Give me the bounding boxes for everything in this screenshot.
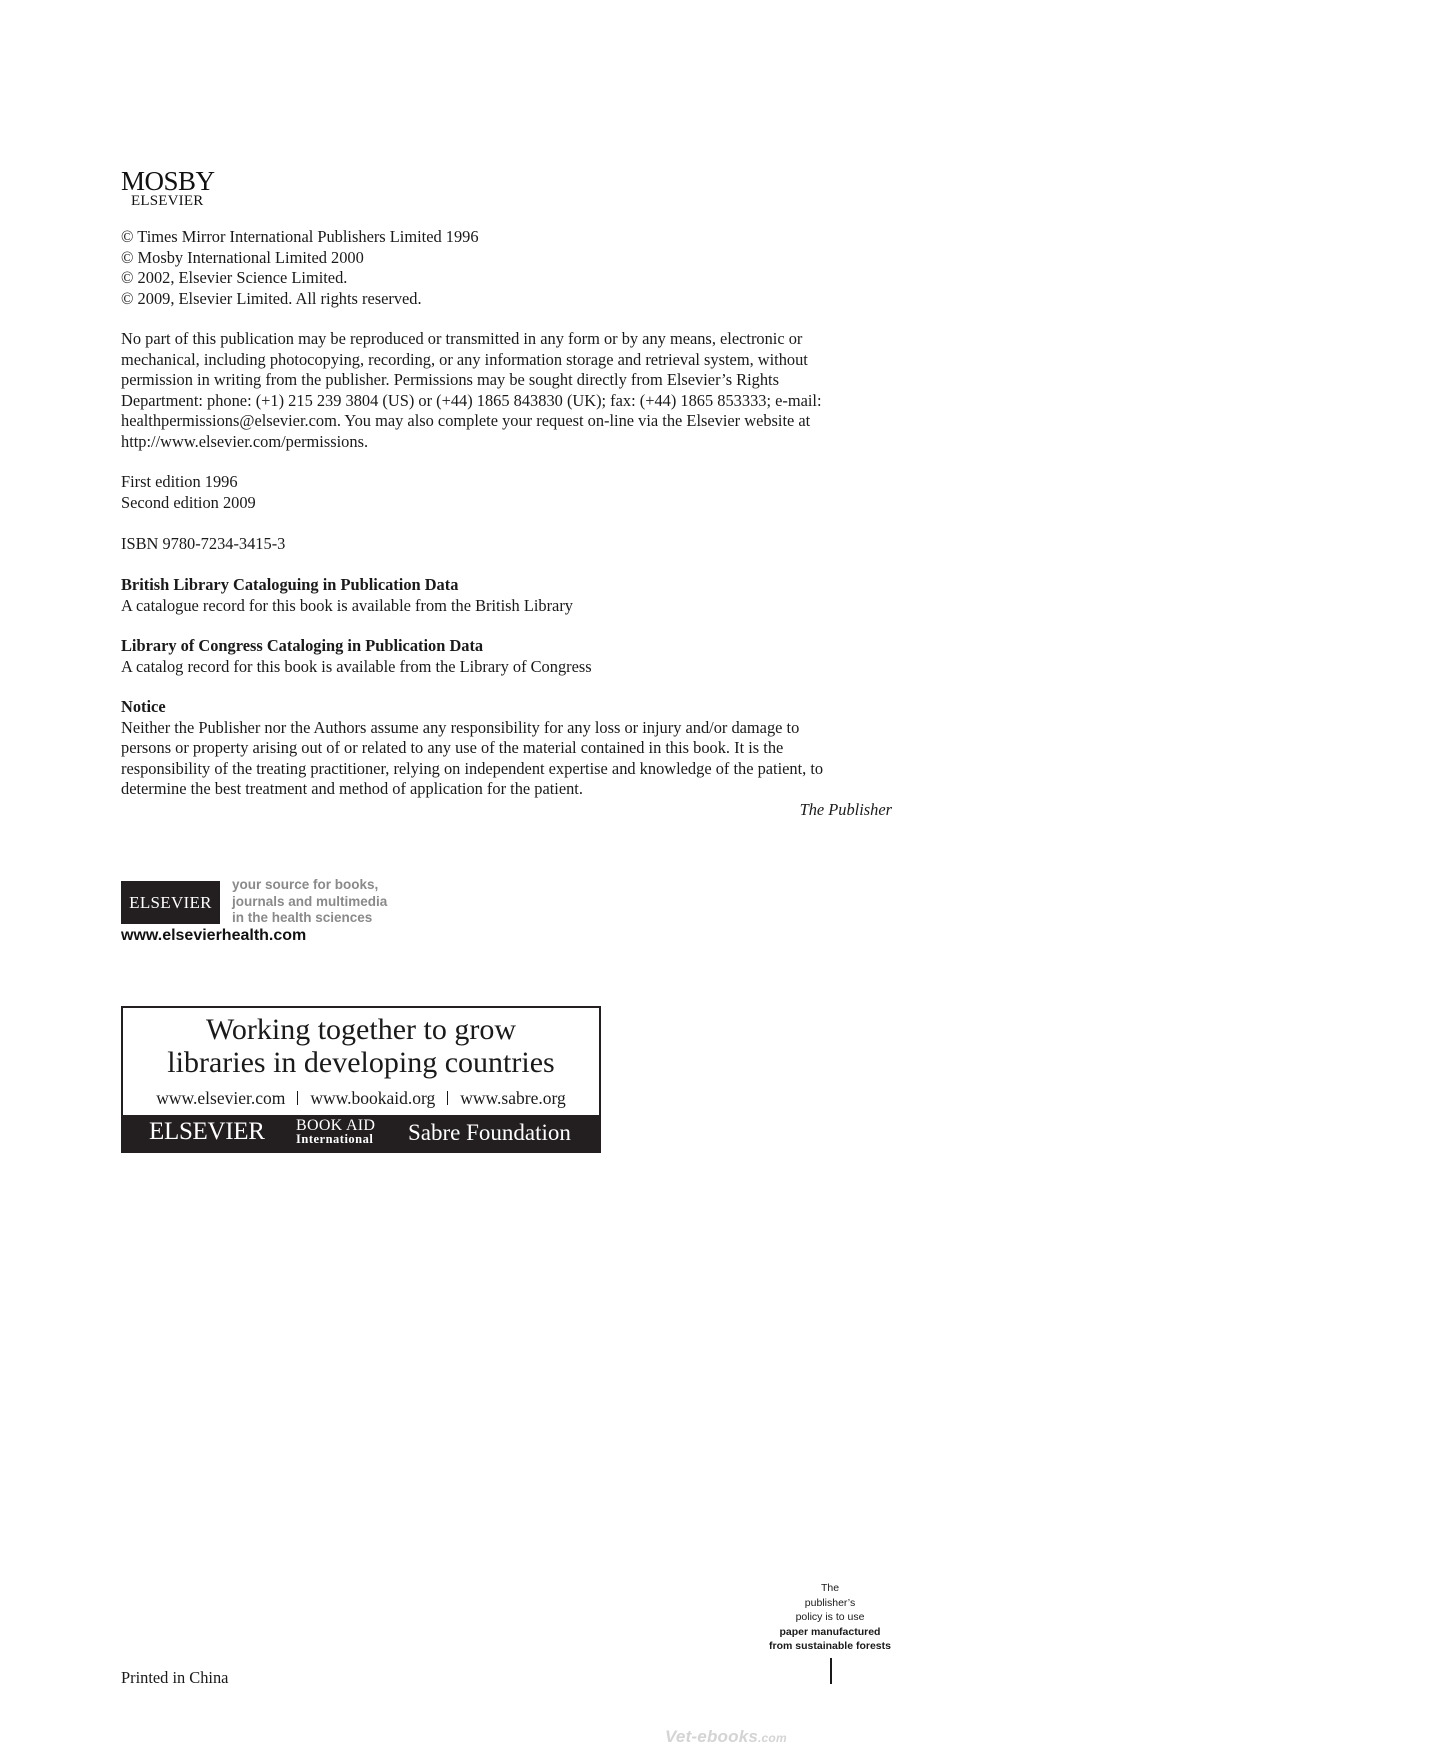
tagline-line: journals and multimedia bbox=[232, 893, 388, 909]
book-aid-logo-bar bbox=[123, 1115, 599, 1151]
headline-line: libraries in developing countries bbox=[167, 1046, 555, 1079]
rights-line: healthpermissions@elsevier.com. You may also complete your request on-line via the Elsevier website at bbox=[121, 411, 811, 431]
rights-line: mechanical, including photocopying, recording, or any information storage and retrieval system, without bbox=[121, 349, 808, 369]
notice-heading: Notice bbox=[121, 697, 166, 716]
tagline-line: your source for books, bbox=[232, 877, 379, 892]
library-of-congress-text: A catalog record for this book is available from the Library of Congress bbox=[121, 656, 592, 676]
copyright-line: © 2009, Elsevier Limited. All rights reserved. bbox=[121, 288, 422, 308]
mosby-elsevier-logo bbox=[121, 168, 231, 208]
publisher-signature: The Publisher bbox=[799, 800, 892, 819]
forest-note-line: policy is to use bbox=[795, 1611, 865, 1624]
notice-line: determine the best treatment and method of application for the patient. bbox=[121, 779, 583, 799]
book-aid-headline bbox=[123, 1013, 599, 1079]
copyright-block bbox=[121, 227, 901, 309]
rights-line: Department: phone: (+1) 215 239 3804 (US) or (+44) 1865 843830 (UK); fax: (+44) 1865 853333; e-mail: bbox=[121, 390, 822, 410]
elsevier-badge: ELSEVIER bbox=[121, 881, 220, 924]
copyright-line: © 2002, Elsevier Science Limited. bbox=[121, 268, 348, 288]
watermark-main: Vet-ebooks bbox=[665, 1727, 759, 1746]
url-separator bbox=[447, 1091, 448, 1105]
library-of-congress-heading: Library of Congress Cataloging in Publication Data bbox=[121, 636, 484, 655]
rights-paragraph bbox=[121, 329, 901, 453]
sabre-url: www.sabre.org bbox=[460, 1088, 566, 1108]
edition-line: First edition 1996 bbox=[121, 472, 238, 491]
notice-line: persons or property arising out of or related to any use of the material contained in this book. It is the bbox=[121, 738, 784, 758]
isbn: ISBN 9780-7234-3415-3 bbox=[121, 534, 286, 553]
forest-note-line: The bbox=[820, 1582, 840, 1594]
elsevier-logo-subtext: ELSEVIER bbox=[131, 193, 204, 209]
rights-line: No part of this publication may be reproduced or transmitted in any form or by any means, electronic or bbox=[121, 329, 803, 348]
library-of-congress-block bbox=[121, 636, 901, 677]
headline-line: Working together to grow bbox=[205, 1013, 517, 1046]
british-library-heading: British Library Cataloguing in Publication Data bbox=[121, 575, 459, 594]
forest-note-line: publisher’s bbox=[804, 1596, 856, 1609]
sustainable-forests-note bbox=[740, 1581, 920, 1654]
elsevier-tagline bbox=[232, 877, 387, 927]
bookaid-bar-logo bbox=[296, 1118, 375, 1146]
editions-block bbox=[121, 472, 901, 513]
copyright-line: © Times Mirror International Publishers Limited 1996 bbox=[121, 227, 479, 246]
elsevier-health-url: www.elsevierhealth.com bbox=[121, 927, 307, 944]
forest-note-line: from sustainable forests bbox=[769, 1640, 891, 1653]
notice-block bbox=[121, 697, 901, 800]
bookaid-logo-bottom: International bbox=[296, 1132, 374, 1146]
watermark-suffix: .com bbox=[758, 1731, 787, 1745]
printed-in: Printed in China bbox=[121, 1668, 229, 1687]
sabre-bar-logo: Sabre Foundation bbox=[408, 1120, 571, 1145]
forest-note-line: paper manufactured bbox=[779, 1625, 881, 1638]
bookaid-url: www.bookaid.org bbox=[310, 1088, 436, 1108]
copyright-line: © Mosby International Limited 2000 bbox=[121, 247, 364, 267]
rights-line: http://www.elsevier.com/permissions. bbox=[121, 431, 369, 451]
url-separator bbox=[297, 1091, 298, 1105]
watermark bbox=[665, 1727, 787, 1747]
british-library-block bbox=[121, 575, 901, 616]
mosby-logo-text: MOSBY bbox=[121, 166, 215, 196]
book-aid-urls bbox=[123, 1088, 599, 1109]
elsevier-url: www.elsevier.com bbox=[156, 1088, 286, 1108]
notice-line: responsibility of the treating practitioner, relying on independent expertise and knowledge of the patient, to bbox=[121, 758, 824, 778]
book-aid-banner bbox=[121, 1006, 601, 1153]
tagline-line: in the health sciences bbox=[232, 910, 373, 925]
british-library-text: A catalogue record for this book is available from the British Library bbox=[121, 595, 573, 615]
tree-trunk-icon bbox=[830, 1658, 832, 1684]
notice-line: Neither the Publisher nor the Authors assume any responsibility for any loss or injury and/or damage to bbox=[121, 717, 800, 737]
rights-line: permission in writing from the publisher. Permissions may be sought directly from Elsevier’s Rights bbox=[121, 370, 779, 390]
edition-line: Second edition 2009 bbox=[121, 492, 256, 512]
bookaid-logo-top: BOOK AID bbox=[296, 1117, 376, 1134]
elsevier-bar-logo: ELSEVIER bbox=[149, 1118, 265, 1145]
